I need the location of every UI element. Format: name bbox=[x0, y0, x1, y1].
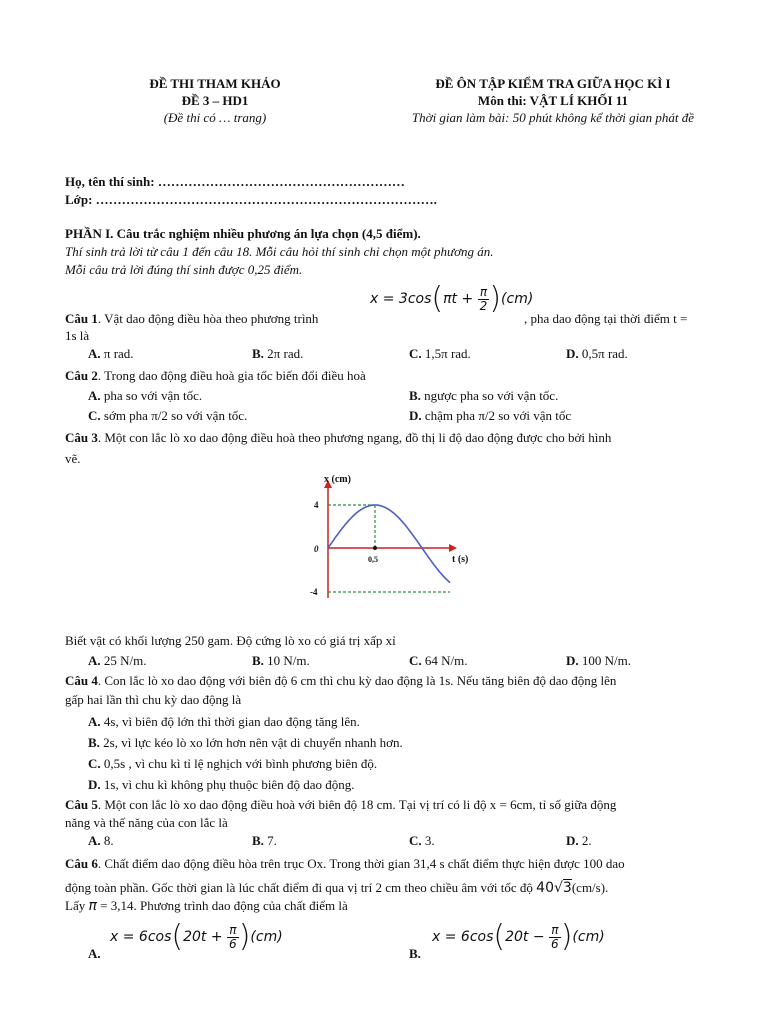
q6-speed: 40√3 bbox=[536, 880, 572, 896]
q3-label: Câu 3 bbox=[65, 430, 98, 445]
q2-option-c[interactable]: C. sớm pha π/2 so với vận tốc. bbox=[88, 408, 248, 423]
q6-text-cont: động toàn phần. Gốc thời gian là lúc chất điểm đi qua vị trí 2 cm theo chiều âm với tốc độ 40√3(cm/s). bbox=[65, 880, 609, 896]
header-right-line1: ĐỀ ÔN TẬP KIỂM TRA GIỮA HỌC KÌ I bbox=[435, 76, 671, 91]
q4-option-d[interactable]: D. 1s, vì chu kì không phụ thuộc biên độ dao động. bbox=[88, 777, 355, 792]
q1-formula-lhs: x = 3cos bbox=[370, 291, 432, 307]
q1-text-after: , pha dao động tại thời điểm t = bbox=[524, 311, 688, 326]
q2-option-a[interactable]: A. pha so với vận tốc. bbox=[88, 388, 203, 403]
q1-formula-den: 2 bbox=[479, 298, 488, 313]
q3-option-c[interactable]: C. 64 N/m. bbox=[409, 653, 468, 668]
q2-stem bbox=[65, 368, 366, 384]
q5-text: . Một con lắc lò xo dao động điều hoà với biên độ 18 cm. Tại vị trí có li độ x = 6cm, tỉ số giữa động bbox=[97, 797, 617, 812]
q3-option-d[interactable]: D. 100 N/m. bbox=[566, 653, 632, 668]
q6-text-cont2: Lấy π = 3,14. Phương trình dao động của chất điểm là bbox=[65, 898, 348, 914]
q4-text: . Con lắc lò xo dao động với biên độ 6 cm thì chu kỳ dao động là 1s. Nếu tăng biên độ dao động lên bbox=[97, 673, 617, 688]
q4-option-c[interactable]: C. 0,5s , vì chu kì tỉ lệ nghịch với bình phương biên độ. bbox=[88, 756, 378, 771]
header-right-line3: Thời gian làm bài: 50 phút không kể thời gian phát đề bbox=[411, 110, 695, 125]
student-class-line: Lớp: ……………………………………………………………………. bbox=[65, 192, 437, 207]
q1-stem bbox=[65, 311, 318, 327]
student-name-line: Họ, tên thí sinh: ………………………………………………… bbox=[65, 174, 405, 189]
q5-option-a[interactable]: A. 8. bbox=[88, 833, 114, 848]
q4-stem bbox=[65, 673, 616, 689]
q5-stem bbox=[65, 797, 616, 813]
header-right-line2: Môn thi: VẬT LÍ KHỐI 11 bbox=[477, 93, 629, 108]
q5-option-c[interactable]: C. 3. bbox=[409, 833, 435, 848]
q3-stem bbox=[65, 430, 611, 446]
q3-text-cont: vẽ. bbox=[65, 451, 81, 466]
q4-text-cont: gấp hai lần thì chu kỳ dao động là bbox=[65, 692, 242, 707]
part1-note1: Thí sinh trả lời từ câu 1 đến câu 18. Mỗi câu hỏi thí sinh chỉ chọn một phương án. bbox=[65, 244, 494, 259]
q3-y-label: x (cm) bbox=[324, 474, 351, 485]
q1-text-cont: 1s là bbox=[65, 328, 90, 343]
q2-label: Câu 2 bbox=[65, 368, 98, 383]
q1-option-b[interactable]: B. 2π rad. bbox=[252, 346, 304, 361]
q3-tick-zero: 0 bbox=[314, 544, 319, 554]
q5-label: Câu 5 bbox=[65, 797, 98, 812]
q3-curve bbox=[328, 505, 450, 583]
q1-option-d[interactable]: D. 0,5π rad. bbox=[566, 346, 628, 361]
q6-text: . Chất điểm dao động điều hòa trên trục Ox. Trong thời gian 31,4 s chất điểm thực hiện được 100 dao bbox=[97, 856, 625, 871]
q4-option-a[interactable]: A. 4s, vì biên độ lớn thì thời gian dao động tăng lên. bbox=[88, 714, 360, 729]
q3-text: . Một con lắc lò xo dao động điều hoà theo phương ngang, đồ thị li độ dao động được cho bởi hình bbox=[97, 430, 612, 445]
header-left-line2: ĐỀ 3 – HD1 bbox=[181, 93, 249, 108]
q2-text: . Trong dao động điều hoà gia tốc biến đổi điều hoà bbox=[97, 368, 366, 383]
part1-title: PHẦN I. Câu trắc nghiệm nhiều phương án lựa chọn (4,5 điểm). bbox=[65, 226, 421, 241]
q6-option-b-formula[interactable]: x = 6cos(20t − $\frac{\pi}{6}$ )(cm) bbox=[432, 919, 605, 954]
q3-point-t bbox=[373, 546, 377, 550]
q1-formula-unit: (cm) bbox=[501, 291, 534, 307]
q1-option-c[interactable]: C. 1,5π rad. bbox=[409, 346, 471, 361]
q3-tick-neg: -4 bbox=[310, 587, 318, 597]
q1-formula-num: π bbox=[478, 286, 490, 300]
header-left-line1: ĐỀ THI THAM KHẢO bbox=[149, 76, 281, 91]
q6-option-a-formula[interactable]: x = 6cos(20t + $\frac{\pi}{6}$ )(cm) bbox=[110, 919, 283, 954]
q4-option-b[interactable]: B. 2s, vì lực kéo lò xo lớn hơn nên vật di chuyển nhanh hơn. bbox=[88, 735, 403, 750]
q6-option-b-key[interactable]: B. bbox=[409, 946, 421, 961]
q3-option-a[interactable]: A. 25 N/m. bbox=[88, 653, 147, 668]
q1-formula-inner: πt + bbox=[443, 291, 474, 307]
q3-x-label: t (s) bbox=[452, 554, 469, 565]
q5-text-cont: năng và thế năng của con lắc là bbox=[65, 815, 228, 830]
q1-text: . Vật dao động điều hòa theo phương trình bbox=[97, 311, 319, 326]
q3-tick-pos: 4 bbox=[314, 500, 319, 510]
q3-x-axis-arrow bbox=[449, 544, 457, 552]
q6-stem bbox=[65, 856, 625, 872]
q5-option-b[interactable]: B. 7. bbox=[252, 833, 277, 848]
header-left-line3: (Đề thi có … trang) bbox=[163, 110, 267, 125]
q1-formula: x = 3cos(πt + $\frac{\pi}{2}$ )(cm) bbox=[370, 281, 534, 316]
q3-graph bbox=[300, 470, 480, 605]
part1-note2: Mỗi câu trả lời đúng thí sinh được 0,25 điểm. bbox=[65, 262, 303, 277]
q3-option-b[interactable]: B. 10 N/m. bbox=[252, 653, 310, 668]
q6-label: Câu 6 bbox=[65, 856, 98, 871]
q3-after: Biết vật có khối lượng 250 gam. Độ cứng lò xo có giá trị xấp xỉ bbox=[65, 633, 396, 648]
q1-label: Câu 1 bbox=[65, 311, 98, 326]
q4-label: Câu 4 bbox=[65, 673, 98, 688]
q6-option-a-key[interactable]: A. bbox=[88, 946, 101, 961]
q3-tick-t: 0,5 bbox=[368, 555, 378, 564]
q2-option-d[interactable]: D. chậm pha π/2 so với vận tốc bbox=[409, 408, 572, 423]
q1-option-a[interactable]: A. π rad. bbox=[88, 346, 134, 361]
q2-option-b[interactable]: B. ngược pha so với vận tốc. bbox=[409, 388, 559, 403]
q5-option-d[interactable]: D. 2. bbox=[566, 833, 592, 848]
